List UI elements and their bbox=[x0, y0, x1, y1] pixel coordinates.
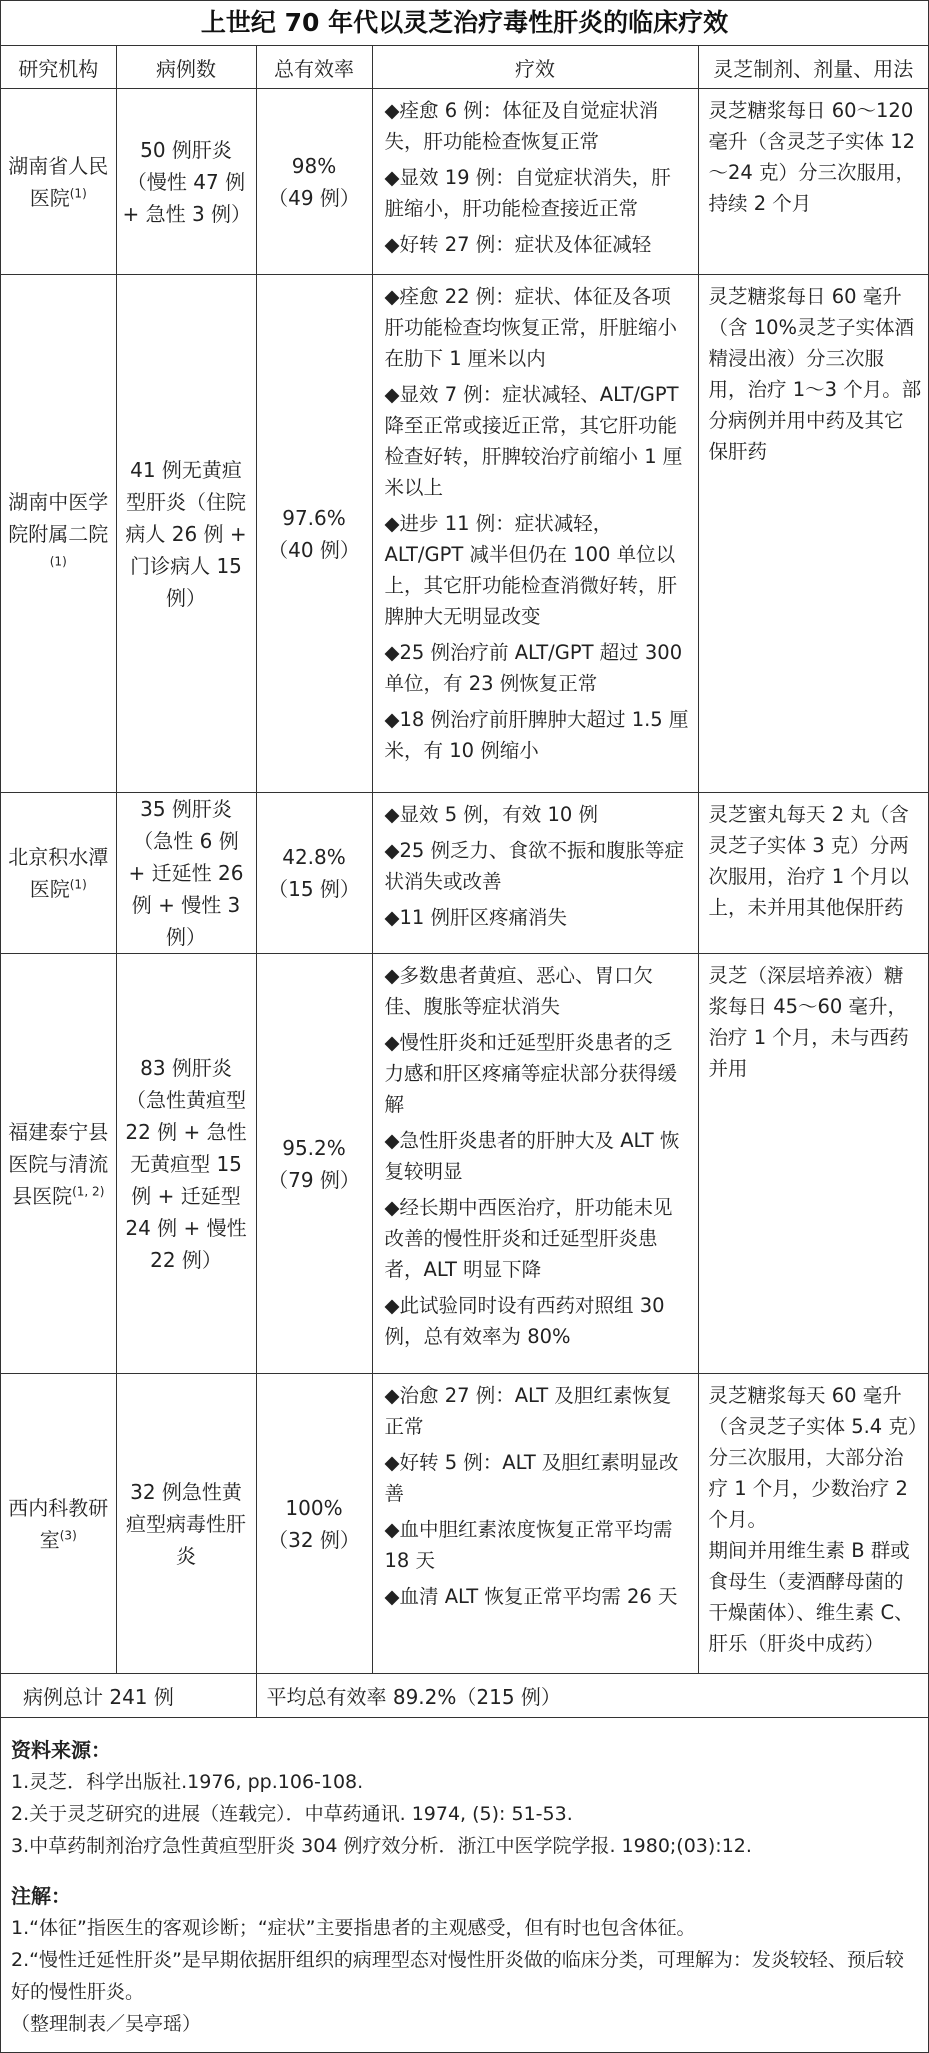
totals-row bbox=[1, 1674, 928, 1718]
effect-item: ◆此试验同时设有西药对照组 30 例，总有效率为 80% bbox=[384, 1294, 665, 1348]
effect-item: ◆血中胆红素浓度恢复正常平均需 18 天 bbox=[384, 1518, 673, 1572]
cases-text: 35 例肝炎（急性 6 例 + 迁延性 26 例 + 慢性 3 例） bbox=[128, 797, 244, 949]
table-row bbox=[1, 793, 928, 954]
cases-text: 32 例急性黄疸型病毒性肝炎 bbox=[126, 1479, 246, 1568]
table-title: 上世纪 70 年代以灵芝治疗毒性肝炎的临床疗效 bbox=[1, 1, 928, 46]
preparation-cell bbox=[698, 1374, 928, 1674]
rate-count: （79 例） bbox=[268, 1167, 360, 1192]
rate-value: 97.6% bbox=[282, 505, 346, 530]
total-rate: 平均总有效率 89.2%（215 例） bbox=[256, 1674, 928, 1718]
source-item: 2.关于灵芝研究的进展（连载完）．中草药通讯. 1974, (5): 51-53. bbox=[11, 1803, 573, 1825]
effect-item: ◆显效 7 例：症状减轻、ALT/GPT 降至正常或接近正常，其它肝功能检查好转，肝脾较治疗前缩小 1 厘米以上 bbox=[384, 383, 683, 499]
rate-value: 98% bbox=[291, 153, 337, 178]
header-institution: 研究机构 bbox=[1, 46, 116, 89]
reference-mark: (3) bbox=[59, 1527, 77, 1542]
effect-cell bbox=[372, 954, 698, 1374]
preparation-text: 期间并用维生素 B 群或食母生（麦酒酵母菌的干燥菌体）、维生素 C、肝乐（肝炎中成药） bbox=[708, 1539, 914, 1655]
cases-cell bbox=[116, 793, 256, 954]
cases-cell bbox=[116, 954, 256, 1374]
effect-item: ◆经长期中西医治疗，肝功能未见改善的慢性肝炎和迁延型肝炎患者，ALT 明显下降 bbox=[384, 1196, 673, 1281]
institution-name: 西内科教研室 bbox=[8, 1495, 109, 1552]
preparation-cell bbox=[698, 275, 928, 793]
table-row bbox=[1, 954, 928, 1374]
effect-item: ◆急性肝炎患者的肝肿大及 ALT 恢复较明显 bbox=[384, 1129, 680, 1183]
cases-cell bbox=[116, 275, 256, 793]
rate-cell bbox=[256, 793, 372, 954]
cases-text: 41 例无黄疸型肝炎（住院病人 26 例 + 门诊病人 15 例） bbox=[125, 457, 247, 610]
effect-cell bbox=[372, 275, 698, 793]
effect-item: ◆治愈 27 例：ALT 及胆红素恢复正常 bbox=[384, 1384, 672, 1438]
table-row bbox=[1, 275, 928, 793]
effect-cell bbox=[372, 1374, 698, 1674]
rate-count: （32 例） bbox=[268, 1527, 360, 1552]
effect-item: ◆好转 5 例：ALT 及胆红素明显改善 bbox=[384, 1451, 679, 1505]
preparation-text: 灵芝蜜丸每天 2 丸（含灵芝子实体 3 克）分两次服用，治疗 1 个月以上，未并用其他保肝药 bbox=[708, 803, 909, 919]
preparation-text: 灵芝糖浆每日 60 毫升（含 10%灵芝子实体酒精浸出液）分三次服用，治疗 1～3 个月。部分病例并用中药及其它保肝药 bbox=[708, 285, 922, 463]
rate-cell bbox=[256, 89, 372, 275]
cases-text: 83 例肝炎（急性黄疸型 22 例 + 急性无黄疸型 15 例 + 迁延型 24 例 + 慢性 22 例） bbox=[125, 1055, 247, 1272]
reference-mark: (1) bbox=[49, 553, 67, 568]
rate-value: 100% bbox=[285, 1495, 343, 1520]
footnotes bbox=[1, 1718, 928, 2040]
clinical-efficacy-table bbox=[1, 46, 928, 1718]
rate-cell bbox=[256, 954, 372, 1374]
preparation-text: 灵芝糖浆每天 60 毫升（含灵芝子实体 5.4 克）分三次服用，大部分治疗 1 个月，少数治疗 2 个月。 bbox=[708, 1384, 918, 1531]
note-item: 2.“慢性迁延性肝炎”是早期依据肝组织的病理型态对慢性肝炎做的临床分类，可理解为：发炎较轻、预后较好的慢性肝炎。 bbox=[11, 1949, 904, 2003]
institution-name: 湖南中医学院附属二院 bbox=[8, 489, 109, 546]
header-preparation: 灵芝制剂、剂量、用法 bbox=[698, 46, 928, 89]
cases-text: 50 例肝炎（慢性 47 例 + 急性 3 例） bbox=[122, 137, 252, 226]
reference-mark: (1) bbox=[69, 185, 87, 200]
header-rate: 总有效率 bbox=[256, 46, 372, 89]
preparation-text: 灵芝（深层培养液）糖浆每日 45～60 毫升，治疗 1 个月，未与西药并用 bbox=[708, 964, 909, 1080]
effect-item: ◆显效 5 例，有效 10 例 bbox=[384, 803, 599, 826]
institution-cell bbox=[1, 275, 116, 793]
effect-item: ◆显效 19 例：自觉症状消失，肝脏缩小，肝功能检查接近正常 bbox=[384, 166, 671, 220]
cases-cell bbox=[116, 1374, 256, 1674]
institution-cell bbox=[1, 954, 116, 1374]
credit-line: （整理制表／吴亭瑶） bbox=[11, 2013, 202, 2035]
effect-item: ◆多数患者黄疸、恶心、胃口欠佳、腹胀等症状消失 bbox=[384, 964, 653, 1018]
rate-value: 95.2% bbox=[282, 1135, 346, 1160]
institution-name: 福建泰宁县医院与清流县医院 bbox=[8, 1119, 109, 1208]
table-row bbox=[1, 1374, 928, 1674]
preparation-cell bbox=[698, 793, 928, 954]
reference-mark: (1) bbox=[69, 877, 87, 892]
preparation-text: 灵芝糖浆每日 60～120 毫升（含灵芝子实体 12～24 克）分三次服用，持续 2 个月 bbox=[708, 99, 916, 215]
institution-cell bbox=[1, 793, 116, 954]
note-item: 1.“体征”指医生的客观诊断；“症状”主要指患者的主观感受，但有时也包含体征。 bbox=[11, 1917, 696, 1939]
effect-item: ◆进步 11 例：症状减轻，ALT/GPT 减半但仍在 100 单位以上，其它肝功能检查消微好转，肝脾肿大无明显改变 bbox=[384, 512, 678, 628]
preparation-cell bbox=[698, 954, 928, 1374]
reference-mark: (1, 2) bbox=[72, 1183, 105, 1198]
rate-value: 42.8% bbox=[282, 845, 346, 869]
institution-name: 北京积水潭医院 bbox=[8, 845, 109, 901]
effect-cell bbox=[372, 89, 698, 275]
cases-cell bbox=[116, 89, 256, 275]
effect-item: ◆11 例肝区疼痛消失 bbox=[384, 906, 568, 929]
effect-item: ◆25 例治疗前 ALT/GPT 超过 300 单位，有 23 例恢复正常 bbox=[384, 641, 683, 695]
effect-cell bbox=[372, 793, 698, 954]
rate-cell bbox=[256, 275, 372, 793]
notes-heading: 注解： bbox=[11, 1884, 71, 1908]
total-cases: 病例总计 241 例 bbox=[1, 1674, 256, 1718]
header-effect: 疗效 bbox=[372, 46, 698, 89]
rate-count: （49 例） bbox=[268, 185, 360, 210]
header-cases: 病例数 bbox=[116, 46, 256, 89]
effect-item: ◆25 例乏力、食欲不振和腹胀等症状消失或改善 bbox=[384, 839, 685, 893]
institution-name: 湖南省人民医院 bbox=[8, 153, 109, 210]
rate-count: （40 例） bbox=[268, 537, 360, 562]
preparation-cell bbox=[698, 89, 928, 275]
effect-item: ◆血清 ALT 恢复正常平均需 26 天 bbox=[384, 1585, 678, 1608]
effect-item: ◆慢性肝炎和迁延型肝炎患者的乏力感和肝区疼痛等症状部分获得缓解 bbox=[384, 1031, 678, 1116]
rate-cell bbox=[256, 1374, 372, 1674]
effect-item: ◆好转 27 例：症状及体征减轻 bbox=[384, 233, 652, 256]
rate-count: （15 例） bbox=[268, 877, 360, 901]
institution-cell bbox=[1, 1374, 116, 1674]
table-row bbox=[1, 89, 928, 275]
source-item: 3.中草药制剂治疗急性黄疸型肝炎 304 例疗效分析．浙江中医学院学报. 1980;(03):12. bbox=[11, 1835, 752, 1857]
institution-cell bbox=[1, 89, 116, 275]
effect-item: ◆18 例治疗前肝脾肿大超过 1.5 厘米，有 10 例缩小 bbox=[384, 708, 689, 762]
header-row bbox=[1, 46, 928, 89]
sources-heading: 资料来源： bbox=[11, 1738, 111, 1762]
effect-item: ◆痊愈 22 例：症状、体征及各项肝功能检查均恢复正常，肝脏缩小在肋下 1 厘米以内 bbox=[384, 285, 678, 370]
source-item: 1.灵芝．科学出版社.1976, pp.106-108. bbox=[11, 1771, 364, 1793]
effect-item: ◆痊愈 6 例：体征及自觉症状消失，肝功能检查恢复正常 bbox=[384, 99, 659, 153]
